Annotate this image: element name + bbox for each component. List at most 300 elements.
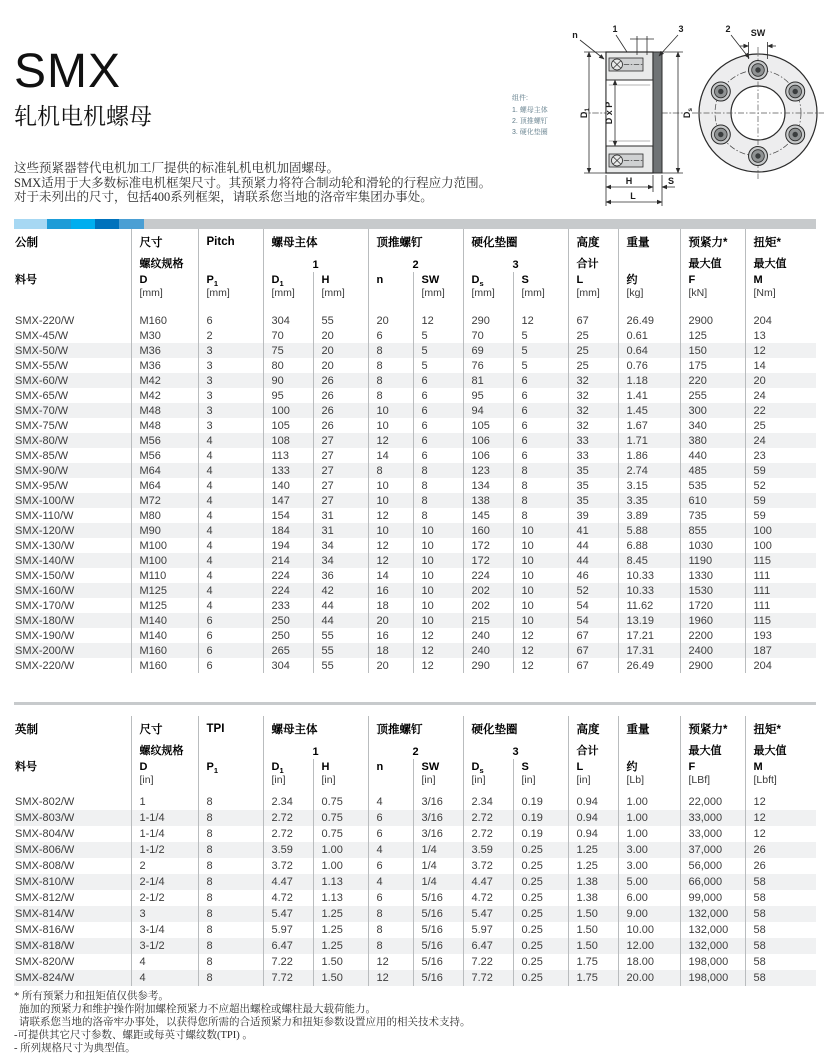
group-header: 预紧力* bbox=[680, 716, 745, 742]
value-cell: 2400 bbox=[680, 643, 745, 658]
value-cell: 95 bbox=[263, 388, 313, 403]
value-cell: 10 bbox=[513, 523, 568, 538]
value-cell: 100 bbox=[263, 403, 313, 418]
value-cell: 55 bbox=[313, 643, 368, 658]
value-cell: 5/16 bbox=[413, 938, 463, 954]
value-cell: 105 bbox=[463, 418, 513, 433]
value-cell: 8 bbox=[413, 463, 463, 478]
value-cell: 2.72 bbox=[463, 810, 513, 826]
metric-row bbox=[14, 463, 816, 478]
value-cell: 7.22 bbox=[263, 954, 313, 970]
value-cell: 8 bbox=[368, 922, 413, 938]
sub-header bbox=[198, 255, 263, 272]
diagram-legend bbox=[512, 93, 548, 136]
footnote-line: 施加的预紧力和维护操作附加螺栓预紧力不应超出螺栓或螺柱最大载荷能力。 bbox=[19, 1004, 376, 1015]
value-cell: 132,000 bbox=[680, 938, 745, 954]
value-cell: M36 bbox=[131, 343, 198, 358]
value-cell: 20 bbox=[745, 373, 816, 388]
description-line: SMX适用于大多数标准电机框架尺寸。其预紧力将符合制动轮和滑轮的行程应力范围。 bbox=[14, 175, 492, 190]
value-cell: 1.50 bbox=[313, 970, 368, 986]
value-cell: 0.94 bbox=[568, 810, 618, 826]
value-cell: 2 bbox=[198, 328, 263, 343]
value-cell: 10 bbox=[513, 613, 568, 628]
callout-1: 1 bbox=[612, 24, 618, 34]
value-cell: 6 bbox=[368, 826, 413, 842]
part-number-cell: SMX-200/W bbox=[15, 644, 75, 657]
value-cell: 10 bbox=[413, 538, 463, 553]
footnote-line: * 所有预紧力和扭矩值仅供参考。 bbox=[14, 991, 169, 1002]
value-cell: 75 bbox=[263, 343, 313, 358]
part-number-cell: SMX-180/W bbox=[15, 614, 75, 627]
value-cell: 12 bbox=[413, 658, 463, 673]
value-cell: 1330 bbox=[680, 568, 745, 583]
value-cell: 27 bbox=[313, 478, 368, 493]
value-cell: 3.15 bbox=[618, 478, 680, 493]
value-cell: 44 bbox=[568, 553, 618, 568]
legend-title: 组件: bbox=[512, 95, 528, 102]
value-cell: 31 bbox=[313, 523, 368, 538]
value-cell: 5.47 bbox=[463, 906, 513, 922]
value-cell: 20 bbox=[368, 658, 413, 673]
value-cell: M125 bbox=[131, 583, 198, 598]
technical-diagram bbox=[485, 12, 830, 217]
value-cell: 138 bbox=[463, 493, 513, 508]
imperial-table bbox=[14, 716, 816, 986]
value-cell: 34 bbox=[313, 553, 368, 568]
metric-row bbox=[14, 568, 816, 583]
value-cell: 4 bbox=[368, 794, 413, 810]
value-cell: 34 bbox=[313, 538, 368, 553]
value-cell: 13.19 bbox=[618, 613, 680, 628]
description bbox=[14, 161, 491, 205]
value-cell: M125 bbox=[131, 598, 198, 613]
sub-header: 最大值 bbox=[745, 255, 816, 272]
value-cell: 4 bbox=[198, 568, 263, 583]
value-cell: M100 bbox=[131, 538, 198, 553]
imperial-row bbox=[14, 826, 816, 842]
color-bar-segment bbox=[119, 219, 144, 229]
value-cell: 6 bbox=[198, 313, 263, 328]
value-cell: 132,000 bbox=[680, 906, 745, 922]
part-number-cell: SMX-60/W bbox=[15, 374, 69, 387]
value-cell: 8 bbox=[198, 810, 263, 826]
value-cell: 12 bbox=[513, 313, 568, 328]
value-cell: 2.72 bbox=[463, 826, 513, 842]
group-header: 预紧力* bbox=[680, 229, 745, 255]
value-cell: 1.13 bbox=[313, 874, 368, 890]
value-cell: 12 bbox=[745, 826, 816, 842]
value-cell: 6 bbox=[413, 388, 463, 403]
value-cell: 3 bbox=[198, 358, 263, 373]
value-cell: 193 bbox=[745, 628, 816, 643]
value-cell: 4.72 bbox=[263, 890, 313, 906]
value-cell: 147 bbox=[263, 493, 313, 508]
value-cell: 55 bbox=[313, 628, 368, 643]
value-cell: 12.00 bbox=[618, 938, 680, 954]
metric-row bbox=[14, 403, 816, 418]
dim-d1-label: $D_1$ bbox=[579, 107, 591, 119]
value-cell: 5.97 bbox=[263, 922, 313, 938]
value-cell: 94 bbox=[463, 403, 513, 418]
value-cell: 44 bbox=[313, 613, 368, 628]
value-cell: 12 bbox=[413, 643, 463, 658]
value-cell: 304 bbox=[263, 658, 313, 673]
value-cell: 8 bbox=[368, 343, 413, 358]
value-cell: 1.25 bbox=[568, 858, 618, 874]
value-cell: M42 bbox=[131, 388, 198, 403]
value-cell: 3.59 bbox=[263, 842, 313, 858]
value-cell: 8 bbox=[413, 493, 463, 508]
value-cell: 10 bbox=[513, 553, 568, 568]
value-cell: 12 bbox=[513, 643, 568, 658]
part-number-cell: SMX-804/W bbox=[15, 828, 75, 840]
value-cell: 145 bbox=[463, 508, 513, 523]
value-cell: 6 bbox=[513, 433, 568, 448]
part-number-cell: SMX-75/W bbox=[15, 419, 69, 432]
value-cell: 8 bbox=[513, 463, 568, 478]
legend-item: 2. 顶推螺钉 bbox=[512, 118, 548, 125]
value-cell: 8 bbox=[198, 826, 263, 842]
value-cell: 58 bbox=[745, 890, 816, 906]
value-cell: 8 bbox=[368, 388, 413, 403]
value-cell: 6.88 bbox=[618, 538, 680, 553]
value-cell: 4 bbox=[198, 478, 263, 493]
metric-row bbox=[14, 313, 816, 328]
value-cell: 115 bbox=[745, 553, 816, 568]
metric-table bbox=[14, 229, 816, 673]
value-cell: 100 bbox=[745, 538, 816, 553]
value-cell: 204 bbox=[745, 313, 816, 328]
value-cell: 4 bbox=[198, 433, 263, 448]
column-header: n bbox=[368, 759, 413, 794]
value-cell: 6 bbox=[513, 388, 568, 403]
part-number-cell: SMX-50/W bbox=[15, 344, 69, 357]
value-cell: 105 bbox=[263, 418, 313, 433]
value-cell: 6 bbox=[513, 448, 568, 463]
group-header: Pitch bbox=[198, 229, 263, 255]
metric-row bbox=[14, 493, 816, 508]
value-cell: 3.35 bbox=[618, 493, 680, 508]
value-cell: 3 bbox=[198, 388, 263, 403]
value-cell: 58 bbox=[745, 906, 816, 922]
value-cell: 32 bbox=[568, 418, 618, 433]
page-title: SMX bbox=[14, 45, 122, 98]
value-cell: 66,000 bbox=[680, 874, 745, 890]
value-cell: 0.76 bbox=[618, 358, 680, 373]
value-cell: 113 bbox=[263, 448, 313, 463]
value-cell: 32 bbox=[568, 388, 618, 403]
column-header: 约 [kg] bbox=[618, 272, 680, 313]
value-cell: 134 bbox=[463, 478, 513, 493]
value-cell: 7.72 bbox=[263, 970, 313, 986]
value-cell: 4 bbox=[198, 463, 263, 478]
column-header: F [kN] bbox=[680, 272, 745, 313]
value-cell: 35 bbox=[568, 478, 618, 493]
value-cell: 0.19 bbox=[513, 794, 568, 810]
value-cell: 198,000 bbox=[680, 954, 745, 970]
value-cell: 8 bbox=[368, 358, 413, 373]
value-cell: 1-1/4 bbox=[131, 810, 198, 826]
value-cell: 0.61 bbox=[618, 328, 680, 343]
value-cell: 2-1/4 bbox=[131, 874, 198, 890]
value-cell: 95 bbox=[463, 388, 513, 403]
value-cell: 1190 bbox=[680, 553, 745, 568]
group-header: TPI bbox=[198, 716, 263, 742]
part-number-cell: SMX-100/W bbox=[15, 494, 75, 507]
value-cell: M160 bbox=[131, 313, 198, 328]
value-cell: 9.00 bbox=[618, 906, 680, 922]
value-cell: 250 bbox=[263, 628, 313, 643]
value-cell: 10 bbox=[413, 568, 463, 583]
sub-header: 最大值 bbox=[745, 742, 816, 759]
value-cell: 8 bbox=[368, 373, 413, 388]
callout-2: 2 bbox=[725, 24, 731, 34]
footnote-line: 请联系您当地的洛帝牢办事处，以获得您所需的合适预紧力和扭矩参数设置应用的相关技术支持。 bbox=[19, 1017, 471, 1028]
value-cell: 26.49 bbox=[618, 313, 680, 328]
value-cell: 8 bbox=[198, 906, 263, 922]
sub-header: 2 bbox=[368, 255, 463, 272]
part-number-cell: SMX-814/W bbox=[15, 908, 75, 920]
value-cell: 1.50 bbox=[568, 922, 618, 938]
value-cell: 2.74 bbox=[618, 463, 680, 478]
value-cell: 3 bbox=[131, 906, 198, 922]
column-header: 约 [Lb] bbox=[618, 759, 680, 794]
value-cell: 20.00 bbox=[618, 970, 680, 986]
group-header: 顶推螺钉 bbox=[368, 229, 463, 255]
value-cell: 202 bbox=[463, 583, 513, 598]
part-number-cell: SMX-55/W bbox=[15, 359, 69, 372]
group-header: 高度 bbox=[568, 716, 618, 742]
value-cell: M160 bbox=[131, 658, 198, 673]
section-view bbox=[581, 52, 685, 173]
value-cell: 1/4 bbox=[413, 874, 463, 890]
value-cell: 0.25 bbox=[513, 938, 568, 954]
value-cell: 340 bbox=[680, 418, 745, 433]
part-number-cell: SMX-65/W bbox=[15, 389, 69, 402]
value-cell: 58 bbox=[745, 874, 816, 890]
value-cell: 1.25 bbox=[313, 938, 368, 954]
value-cell: 10 bbox=[413, 613, 463, 628]
value-cell: 1.00 bbox=[618, 810, 680, 826]
value-cell: 215 bbox=[463, 613, 513, 628]
dim-dxp-label: D x P bbox=[604, 101, 614, 125]
dim-h-label: H bbox=[625, 176, 633, 186]
group-header: 顶推螺钉 bbox=[368, 716, 463, 742]
value-cell: 172 bbox=[463, 553, 513, 568]
value-cell: 58 bbox=[745, 954, 816, 970]
part-number-cell: SMX-824/W bbox=[15, 972, 75, 984]
part-number-cell: SMX-160/W bbox=[15, 584, 75, 597]
value-cell: 3.89 bbox=[618, 508, 680, 523]
value-cell: 12 bbox=[745, 343, 816, 358]
value-cell: 33 bbox=[568, 433, 618, 448]
value-cell: 140 bbox=[263, 478, 313, 493]
value-cell: 6 bbox=[368, 810, 413, 826]
metric-row bbox=[14, 373, 816, 388]
sub-header bbox=[198, 742, 263, 759]
value-cell: 10 bbox=[513, 568, 568, 583]
value-cell: 39 bbox=[568, 508, 618, 523]
value-cell: 20 bbox=[368, 613, 413, 628]
part-number-cell: SMX-110/W bbox=[15, 509, 74, 522]
value-cell: 8 bbox=[368, 463, 413, 478]
part-number-cell: SMX-140/W bbox=[15, 554, 75, 567]
column-header: M [Nm] bbox=[745, 272, 816, 313]
value-cell: 4 bbox=[198, 448, 263, 463]
sub-header: 螺纹规格 bbox=[131, 255, 198, 272]
value-cell: 5 bbox=[413, 328, 463, 343]
value-cell: 52 bbox=[745, 478, 816, 493]
part-number-cell: SMX-85/W bbox=[15, 449, 69, 462]
value-cell: 8 bbox=[513, 493, 568, 508]
value-cell: 2200 bbox=[680, 628, 745, 643]
value-cell: 18 bbox=[368, 643, 413, 658]
value-cell: M140 bbox=[131, 613, 198, 628]
value-cell: 3 bbox=[198, 403, 263, 418]
value-cell: 54 bbox=[568, 598, 618, 613]
value-cell: 27 bbox=[313, 448, 368, 463]
value-cell: 18.00 bbox=[618, 954, 680, 970]
imperial-row bbox=[14, 922, 816, 938]
value-cell: 1.41 bbox=[618, 388, 680, 403]
sub-header: 合计 bbox=[568, 742, 618, 759]
value-cell: 2.34 bbox=[263, 794, 313, 810]
sub-header: 最大值 bbox=[680, 742, 745, 759]
value-cell: 2900 bbox=[680, 313, 745, 328]
value-cell: M140 bbox=[131, 628, 198, 643]
value-cell: 10.33 bbox=[618, 568, 680, 583]
sub-header: 2 bbox=[368, 742, 463, 759]
value-cell: 204 bbox=[745, 658, 816, 673]
value-cell: 4 bbox=[368, 874, 413, 890]
imperial-row bbox=[14, 954, 816, 970]
value-cell: 8 bbox=[368, 938, 413, 954]
value-cell: M56 bbox=[131, 448, 198, 463]
value-cell: 1.00 bbox=[618, 794, 680, 810]
part-number-cell: SMX-803/W bbox=[15, 812, 75, 824]
value-cell: 13 bbox=[745, 328, 816, 343]
value-cell: 187 bbox=[745, 643, 816, 658]
column-header: $D_1$ [in] bbox=[263, 759, 313, 794]
value-cell: 224 bbox=[263, 583, 313, 598]
value-cell: 4 bbox=[368, 842, 413, 858]
metric-row bbox=[14, 643, 816, 658]
diagram-svg bbox=[485, 12, 830, 217]
imperial-row bbox=[14, 842, 816, 858]
value-cell: 12 bbox=[368, 538, 413, 553]
metric-row bbox=[14, 388, 816, 403]
value-cell: 90 bbox=[263, 373, 313, 388]
value-cell: 3 bbox=[198, 418, 263, 433]
value-cell: 27 bbox=[313, 463, 368, 478]
imperial-row bbox=[14, 890, 816, 906]
value-cell: 2.72 bbox=[263, 826, 313, 842]
sub-header: 1 bbox=[263, 255, 368, 272]
column-header: $P_1$ [mm] bbox=[198, 272, 263, 313]
value-cell: 1.00 bbox=[313, 858, 368, 874]
value-cell: 10 bbox=[513, 598, 568, 613]
metric-row bbox=[14, 448, 816, 463]
value-cell: 6 bbox=[368, 890, 413, 906]
part-number-cell: SMX-220/W bbox=[15, 659, 75, 672]
value-cell: 300 bbox=[680, 403, 745, 418]
metric-row bbox=[14, 358, 816, 373]
value-cell: 8 bbox=[198, 970, 263, 986]
value-cell: 24 bbox=[745, 433, 816, 448]
value-cell: 8.45 bbox=[618, 553, 680, 568]
part-number-cell: SMX-818/W bbox=[15, 940, 75, 952]
value-cell: 4 bbox=[198, 598, 263, 613]
group-header: 螺母主体 bbox=[263, 229, 368, 255]
value-cell: 42 bbox=[313, 583, 368, 598]
part-number-cell: SMX-812/W bbox=[15, 892, 75, 904]
value-cell: 67 bbox=[568, 658, 618, 673]
value-cell: 17.21 bbox=[618, 628, 680, 643]
value-cell: 36 bbox=[313, 568, 368, 583]
value-cell: 172 bbox=[463, 538, 513, 553]
footnotes bbox=[14, 990, 471, 1055]
value-cell: 25 bbox=[568, 358, 618, 373]
value-cell: 0.25 bbox=[513, 842, 568, 858]
value-cell: 106 bbox=[463, 448, 513, 463]
value-cell: 0.19 bbox=[513, 810, 568, 826]
value-cell: 4 bbox=[131, 970, 198, 986]
value-cell: 0.94 bbox=[568, 826, 618, 842]
value-cell: 58 bbox=[745, 970, 816, 986]
footnote-line: -可提供其它尺寸参数、螺距或每英寸螺纹数(TPI) 。 bbox=[14, 1030, 253, 1041]
value-cell: 240 bbox=[463, 643, 513, 658]
value-cell: M110 bbox=[131, 568, 198, 583]
value-cell: 111 bbox=[745, 568, 816, 583]
column-header: D [mm] bbox=[131, 272, 198, 313]
value-cell: 12 bbox=[413, 628, 463, 643]
value-cell: 1.00 bbox=[313, 842, 368, 858]
value-cell: 11.62 bbox=[618, 598, 680, 613]
value-cell: 20 bbox=[313, 343, 368, 358]
description-line: 对于未列出的尺寸，包括400系列框架，请联系您当地的洛帝牢集团办事处。 bbox=[14, 190, 433, 204]
value-cell: 5.88 bbox=[618, 523, 680, 538]
value-cell: 8 bbox=[198, 954, 263, 970]
value-cell: 160 bbox=[463, 523, 513, 538]
value-cell: 0.25 bbox=[513, 970, 568, 986]
value-cell: 0.75 bbox=[313, 794, 368, 810]
part-number-cell: SMX-70/W bbox=[15, 404, 69, 417]
metric-row bbox=[14, 478, 816, 493]
value-cell: 224 bbox=[263, 568, 313, 583]
value-cell: 10.33 bbox=[618, 583, 680, 598]
value-cell: 12 bbox=[513, 658, 568, 673]
value-cell: 12 bbox=[368, 970, 413, 986]
sub-header: 3 bbox=[463, 255, 568, 272]
value-cell: 26 bbox=[313, 418, 368, 433]
value-cell: 8 bbox=[198, 922, 263, 938]
value-cell: 5 bbox=[513, 328, 568, 343]
value-cell: 1.50 bbox=[568, 906, 618, 922]
callout-3: 3 bbox=[678, 24, 684, 34]
value-cell: 2.72 bbox=[263, 810, 313, 826]
group-header: 高度 bbox=[568, 229, 618, 255]
value-cell: 12 bbox=[368, 433, 413, 448]
value-cell: 6 bbox=[413, 448, 463, 463]
metric-row bbox=[14, 553, 816, 568]
value-cell: 1/4 bbox=[413, 858, 463, 874]
column-header: $D_s$ [in] bbox=[463, 759, 513, 794]
value-cell: 0.25 bbox=[513, 890, 568, 906]
column-header: D [in] bbox=[131, 759, 198, 794]
value-cell: 20 bbox=[313, 358, 368, 373]
value-cell: 1.00 bbox=[618, 826, 680, 842]
value-cell: 5 bbox=[513, 343, 568, 358]
